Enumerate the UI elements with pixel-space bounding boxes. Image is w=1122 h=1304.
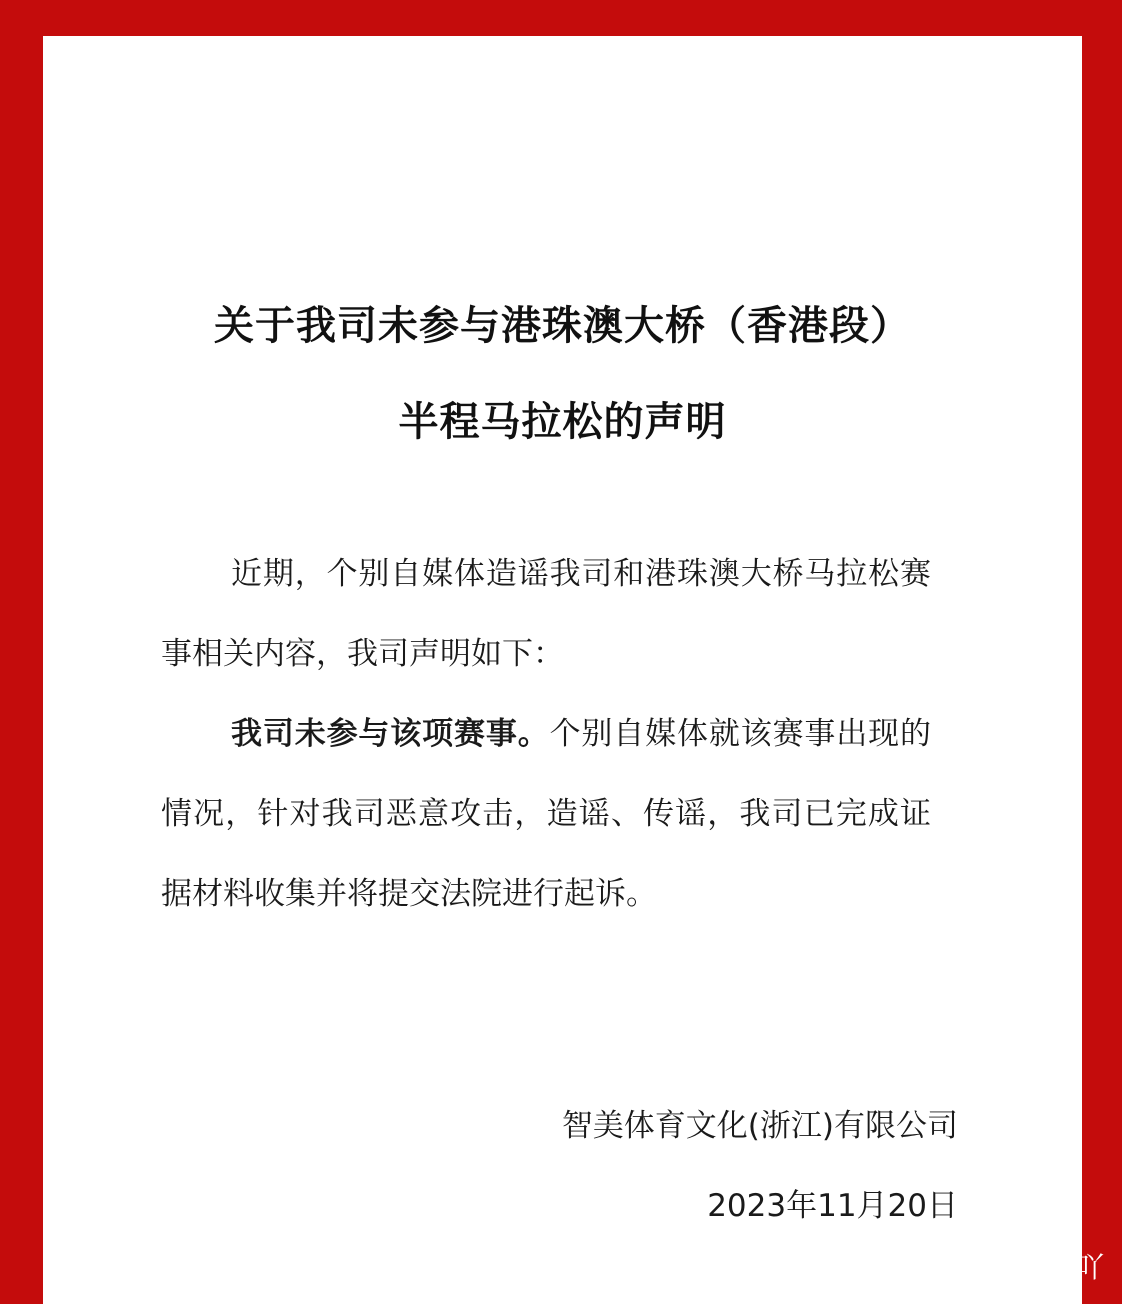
watermark: 静说好剧吖 [963,1251,1104,1284]
statement-title-line-1: 关于我司未参与港珠澳大桥（香港段） [214,303,911,349]
statement-date: 2023年11月20日 [707,1188,958,1224]
paragraph-2-bold-lead: 我司未参与该项赛事。 [231,716,550,752]
paragraph-1: 近期，个别自媒体造谣我司和港珠澳大桥马拉松赛事相关内容，我司声明如下： [161,556,931,672]
paragraph-2 [161,694,931,934]
company-signature: 智美体育文化(浙江)有限公司 [561,1108,958,1144]
paragraph-2-rest: 个别自媒体就该赛事出现的情况，针对我司恶意攻击，造谣、传谣，我司已完成证据材料收集并将提交法院进行起诉。 [161,716,932,912]
statement-title-line-2: 半程马拉松的声明 [398,399,727,445]
statement-paper [43,36,1082,1304]
statement-body [161,534,931,934]
